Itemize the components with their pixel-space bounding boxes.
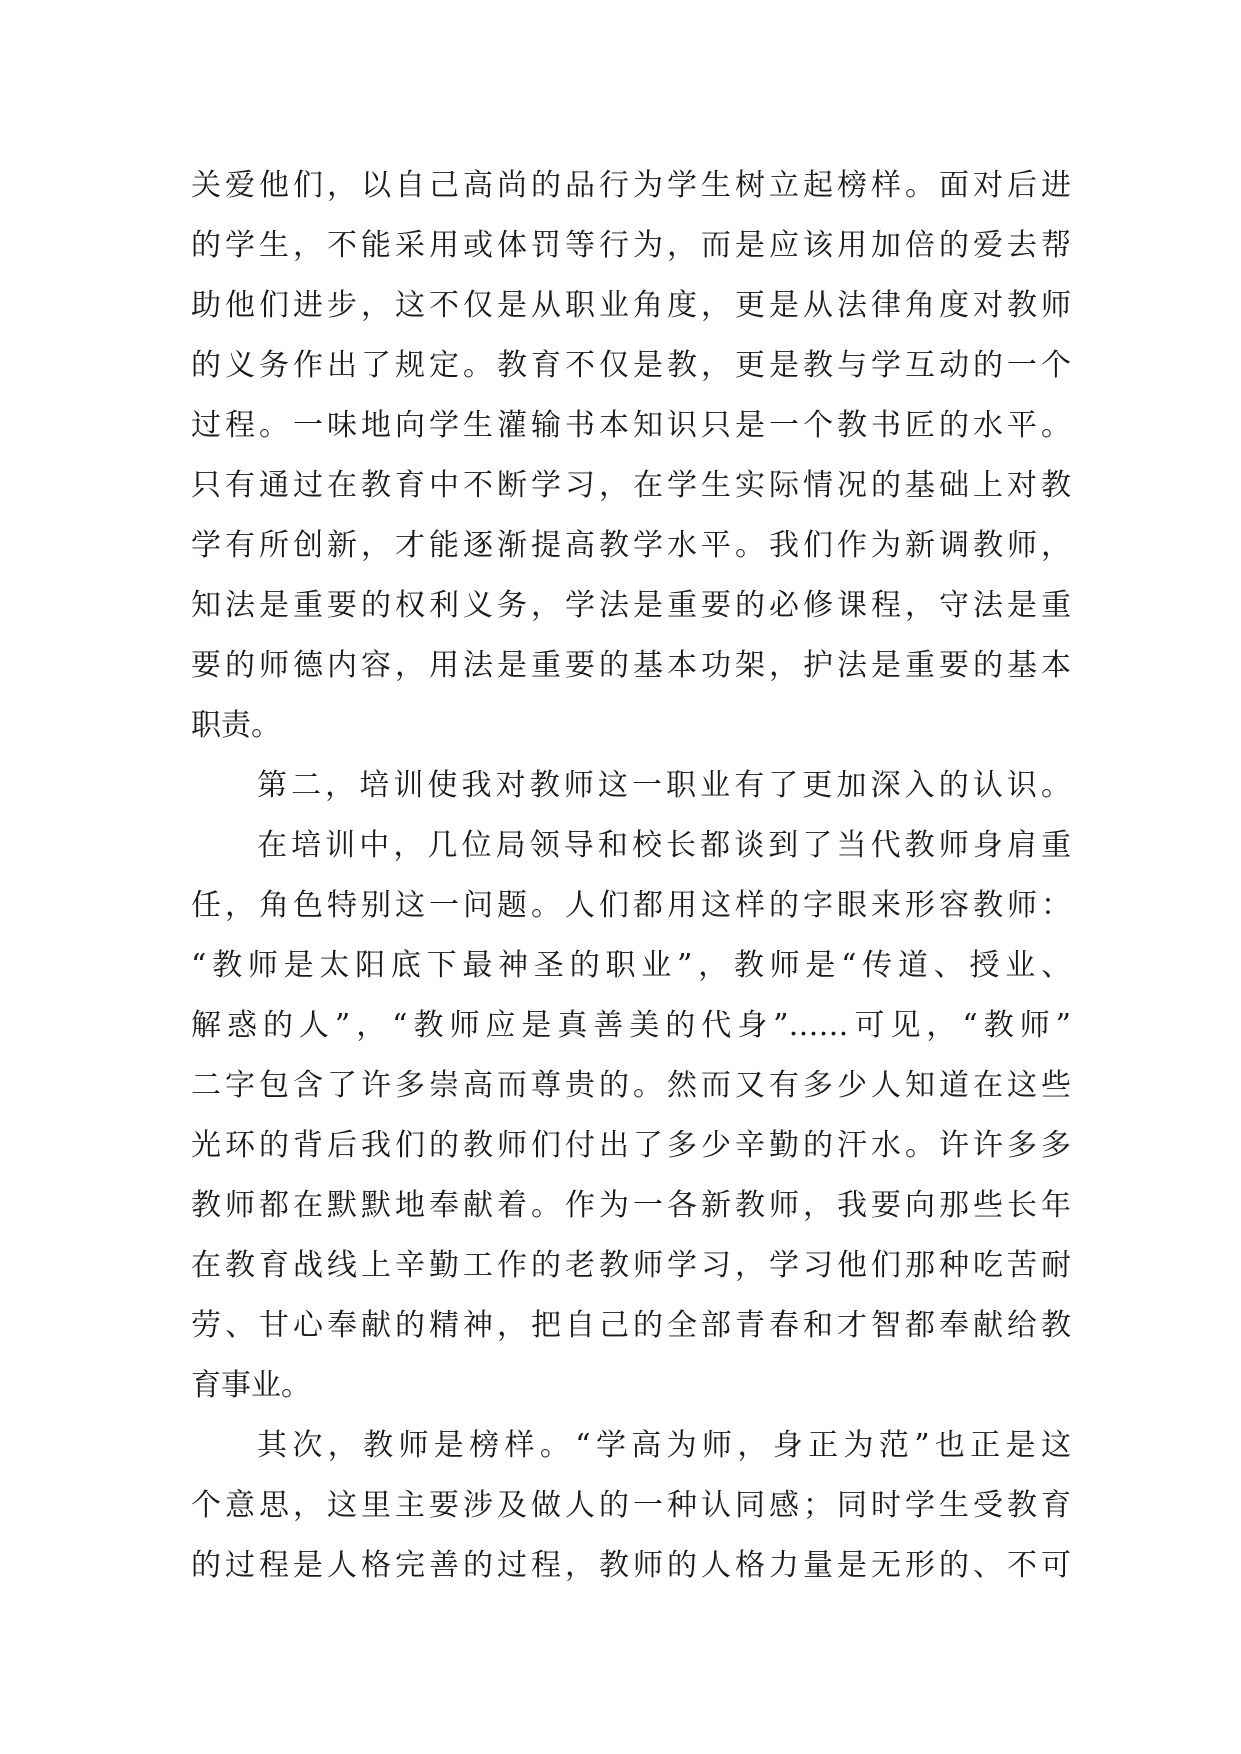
text-line: 的过程是人格完善的过程，教师的人格力量是无形的、不可: [191, 1548, 1071, 1583]
text-line: 知法是重要的权利义务，学法是重要的必修课程，守法是重: [191, 588, 1071, 623]
text-line: 其次，教师是榜样。“学高为师，身正为范”也正是这: [257, 1428, 1071, 1463]
text-line: 学有所创新，才能逐渐提高教学水平。我们作为新调教师，: [191, 528, 1071, 563]
text-line: 要的师德内容，用法是重要的基本功架，护法是重要的基本: [191, 648, 1071, 683]
text-line: 解惑的人”，“教师应是真善美的代身”……可见，“教师”: [191, 1008, 1071, 1043]
section-heading: 第二，培训使我对教师这一职业有了更加深入的认识。: [257, 768, 1071, 803]
text-line: 任，角色特别这一问题。人们都用这样的字眼来形容教师：: [191, 888, 1071, 923]
text-line: 在教育战线上辛勤工作的老教师学习，学习他们那种吃苦耐: [191, 1248, 1071, 1283]
text-line: 过程。一味地向学生灌输书本知识只是一个教书匠的水平。: [191, 408, 1071, 443]
text-line: 光环的背后我们的教师们付出了多少辛勤的汗水。许许多多: [191, 1128, 1071, 1163]
text-line: 个意思，这里主要涉及做人的一种认同感；同时学生受教育: [191, 1488, 1071, 1523]
text-line: 劳、甘心奉献的精神，把自己的全部青春和才智都奉献给教: [191, 1308, 1071, 1343]
text-line: 关爱他们，以自己高尚的品行为学生树立起榜样。面对后进: [191, 168, 1071, 203]
text-line: 的义务作出了规定。教育不仅是教，更是教与学互动的一个: [191, 348, 1071, 383]
text-line: 的学生，不能采用或体罚等行为，而是应该用加倍的爱去帮: [191, 228, 1071, 263]
text-line: “教师是太阳底下最神圣的职业”，教师是“传道、授业、: [191, 948, 1071, 983]
text-line: 教师都在默默地奉献着。作为一各新教师，我要向那些长年: [191, 1188, 1071, 1223]
text-line: 在培训中，几位局领导和校长都谈到了当代教师身肩重: [257, 828, 1071, 863]
text-line: 助他们进步，这不仅是从职业角度，更是从法律角度对教师: [191, 288, 1071, 323]
text-line: 职责。: [191, 708, 281, 743]
text-line: 育事业。: [191, 1368, 311, 1403]
text-line: 二字包含了许多崇高而尊贵的。然而又有多少人知道在这些: [191, 1068, 1071, 1103]
text-line: 只有通过在教育中不断学习，在学生实际情况的基础上对教: [191, 468, 1071, 503]
document-body: [191, 156, 1071, 1596]
